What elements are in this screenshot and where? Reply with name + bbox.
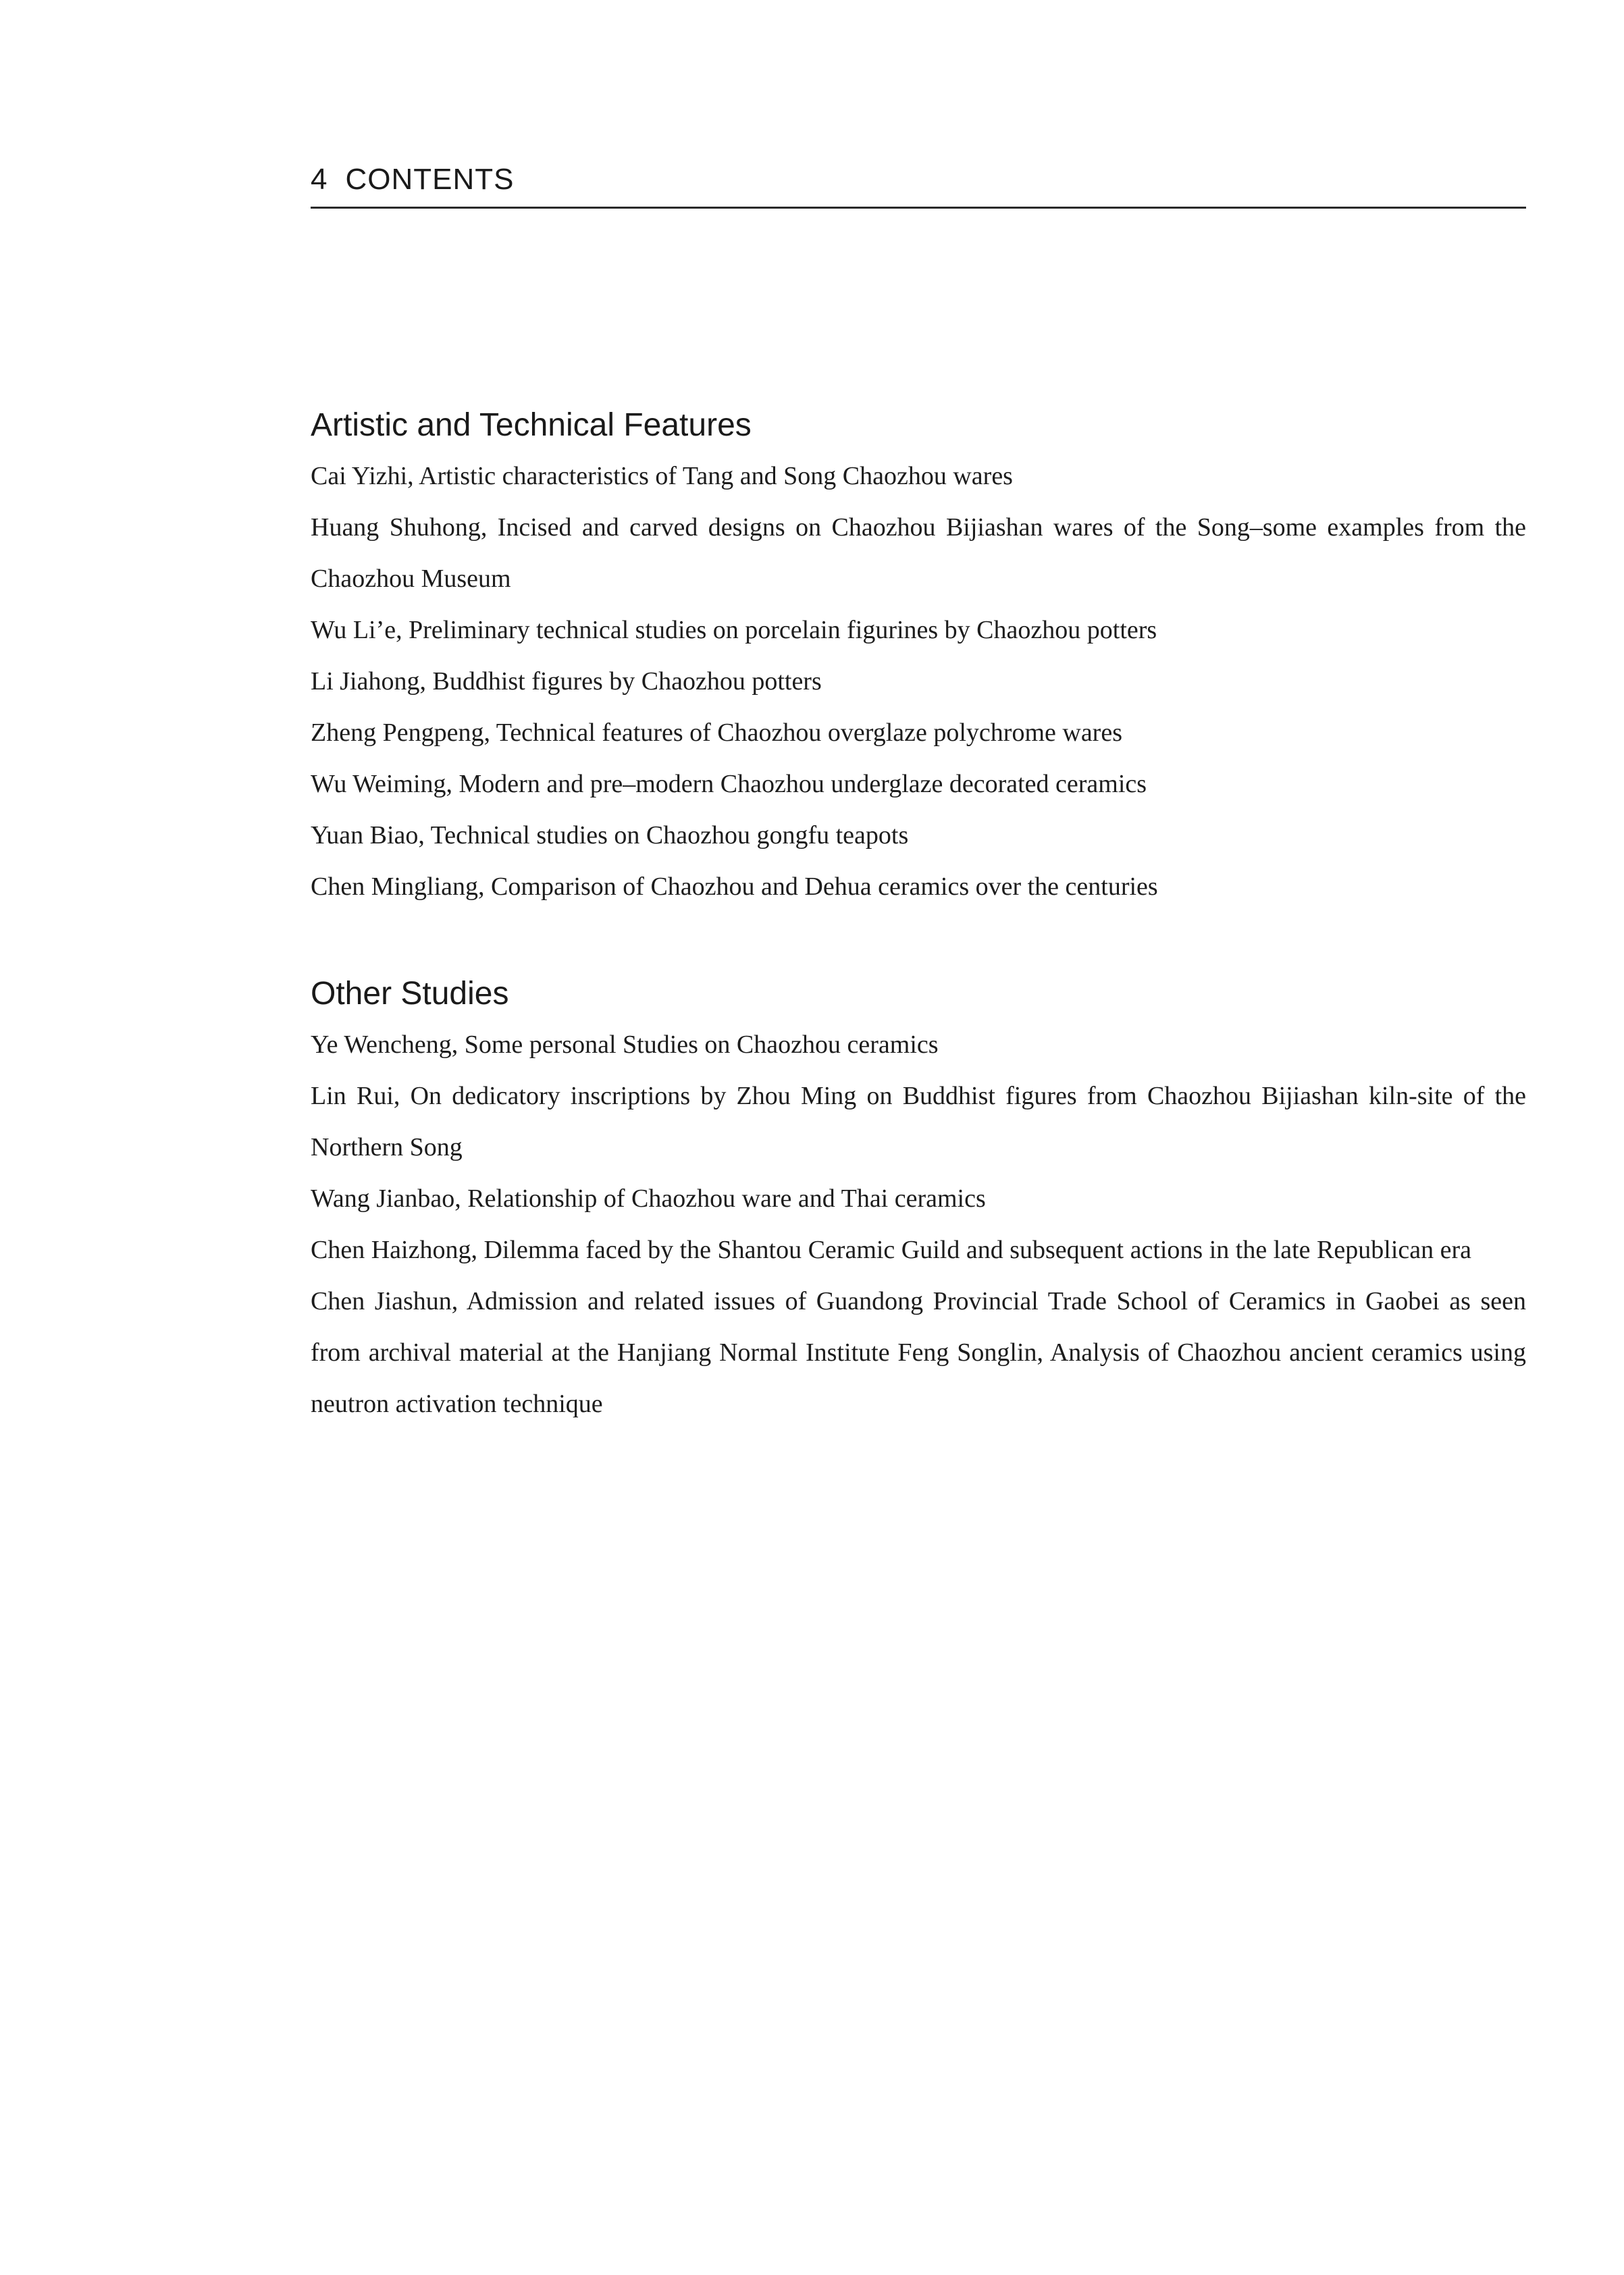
toc-entry: Lin Rui, On dedicatory inscriptions by Zhou Ming on Buddhist figures from Chaozhou Bijiashan kiln-site of the Northern Song: [311, 1082, 1526, 1161]
toc-entry: Ye Wencheng, Some personal Studies on Chaozhou ceramics: [311, 1030, 939, 1059]
toc-entry: Cai Yizhi, Artistic characteristics of Tang and Song Chaozhou wares: [311, 462, 1013, 490]
toc-entry: Wang Jianbao, Relationship of Chaozhou ware and Thai ceramics: [311, 1184, 986, 1213]
section-other-studies: [311, 970, 1526, 1430]
toc-entry: Huang Shuhong, Incised and carved designs on Chaozhou Bijiashan wares of the Song–some examples from the Chaozhou Museum: [311, 513, 1526, 593]
toc-list: [311, 450, 1526, 912]
page-number: 4: [311, 163, 328, 196]
section-title: Artistic and Technical Features: [311, 407, 752, 443]
toc-entry: Zheng Pengpeng, Technical features of Chaozhou overglaze polychrome wares: [311, 718, 1122, 747]
section-title: Other Studies: [311, 976, 509, 1012]
header-rule: [311, 207, 1526, 209]
toc-entry: Wu Li’e, Preliminary technical studies on porcelain figurines by Chaozhou potters: [311, 616, 1157, 644]
running-head-title: CONTENTS: [345, 163, 515, 196]
toc-entry: Chen Mingliang, Comparison of Chaozhou and Dehua ceramics over the centuries: [311, 872, 1158, 901]
page-header: [311, 159, 1526, 200]
toc-entry: Chen Haizhong, Dilemma faced by the Shantou Ceramic Guild and subsequent actions in the late Republican era: [311, 1236, 1471, 1264]
toc-entry: Wu Weiming, Modern and pre–modern Chaozhou underglaze decorated ceramics: [311, 770, 1147, 798]
running-head: [311, 159, 1526, 200]
toc-entry: Yuan Biao, Technical studies on Chaozhou gongfu teapots: [311, 821, 909, 849]
toc-entry: Li Jiahong, Buddhist figures by Chaozhou potters: [311, 667, 822, 696]
toc-list: [311, 1019, 1526, 1430]
toc-entry: Chen Jiashun, Admission and related issues of Guandong Provincial Trade School of Ceramics in Gaobei as seen from archival material at the Hanjiang Normal Institute Feng Songlin, Analysis of Chaozhou ancient ceramics using neutron activation technique: [311, 1287, 1526, 1418]
section-artistic-technical-features: [311, 402, 1526, 912]
